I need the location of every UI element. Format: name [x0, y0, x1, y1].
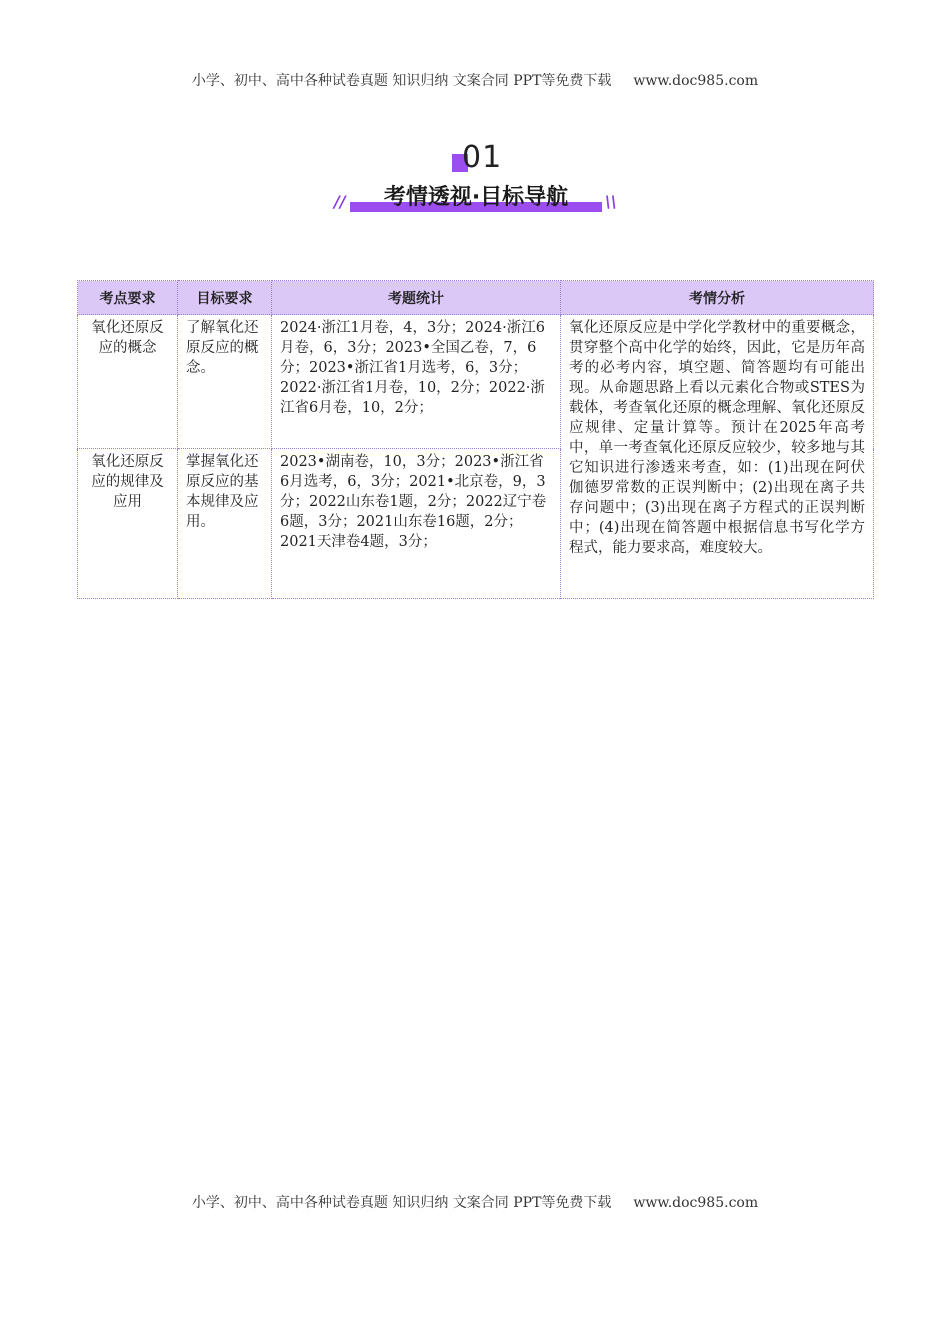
decorative-slash-left: //: [334, 192, 346, 211]
section-title: 考情透视·目标导航: [383, 185, 569, 210]
footer-url: www.doc985.com: [633, 1195, 759, 1211]
column-header: 目标要求: [178, 281, 272, 315]
header-text: 小学、初中、高中各种试卷真题 知识归纳 文案合同 PPT等免费下载: [191, 73, 612, 89]
table-row: [78, 315, 874, 449]
exam-point-cell: 氧化还原反应的规律及应用: [78, 449, 178, 599]
goal-cell: 了解氧化还原反应的概念。: [178, 315, 272, 449]
stats-cell: 2023•湖南卷，10，3分；2023•浙江省6月选考，6，3分；2021•北京卷，9，3分；2022山东卷1题，2分；2022辽宁卷6题，3分；2021山东卷16题，2分；2021天津卷4题，3分；: [272, 449, 561, 599]
page-footer: [0, 1192, 950, 1212]
table-header-row: [78, 281, 874, 315]
column-header: 考情分析: [561, 281, 874, 315]
stats-cell: 2024·浙江1月卷，4，3分；2024·浙江6月卷，6，3分；2023•全国乙卷，7，6分；2023•浙江省1月选考，6，3分；2022·浙江省1月卷，10，2分；2022·浙江省6月卷，10，2分；: [272, 315, 561, 449]
footer-text: 小学、初中、高中各种试卷真题 知识归纳 文案合同 PPT等免费下载: [191, 1195, 612, 1211]
page-header: [0, 70, 950, 90]
column-header: 考题统计: [272, 281, 561, 315]
exam-point-cell: 氧化还原反应的概念: [78, 315, 178, 449]
exam-analysis-table: [77, 280, 874, 599]
analysis-cell: 氧化还原反应是中学化学教材中的重要概念，贯穿整个高中化学的始终，因此，它是历年高考的必考内容，填空题、简答题均有可能出现。从命题思路上看以元素化合物或STES为载体，考查氧化还原的概念理解、氧化还原反应规律、定量计算等。预计在2025年高考中，单一考查氧化还原反应较少，较多地与其它知识进行渗透来考查，如：(1)出现在阿伏伽德罗常数的正误判断中；(2)出现在离子共存问题中；(3)出现在离子方程式的正误判断中；(4)出现在简答题中根据信息书写化学方程式，能力要求高，难度较大。: [561, 315, 874, 599]
section-heading: [0, 140, 950, 220]
header-url: www.doc985.com: [633, 73, 759, 89]
decorative-slash-right: \\: [605, 192, 617, 211]
goal-cell: 掌握氧化还原反应的基本规律及应用。: [178, 449, 272, 599]
section-number: 01: [462, 140, 503, 175]
column-header: 考点要求: [78, 281, 178, 315]
